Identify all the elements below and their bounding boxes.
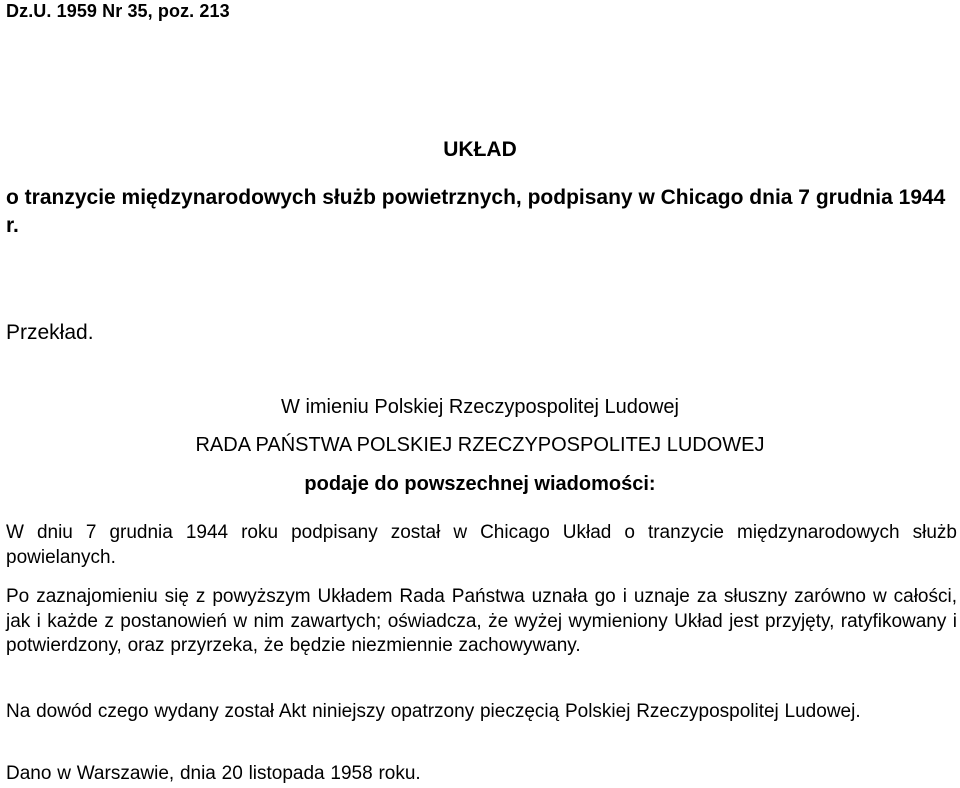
paragraph-ratification: Po zaznajomieniu się z powyższym Układem Rada Państwa uznała go i uznaje za słuszny zarówno w całości, jak i każde z postanowień w nim zawartych; oświadcza, że wyżej wymieniony Układ jest przyjęty, ratyfikowany i potwierdzony, oraz przyrzeka, że będzie niezmiennie zachowywany. — [6, 586, 957, 656]
document-subtitle: o tranzycie międzynarodowych służb powietrznych, podpisany w Chicago dnia 7 grudnia 1944 r. — [6, 186, 946, 237]
translation-label: Przekład. — [6, 321, 94, 344]
document-title: UKŁAD — [443, 138, 517, 161]
paragraph-date-place: Dano w Warszawie, dnia 20 listopada 1958 roku. — [6, 763, 421, 784]
paragraph-signing: W dniu 7 grudnia 1944 roku podpisany został w Chicago Układ o tranzycie międzynarodowych służb powielanych. — [6, 522, 957, 568]
preamble-line-3: podaje do powszechnej wiadomości: — [304, 473, 656, 495]
preamble-line-2: RADA PAŃSTWA POLSKIEJ RZECZYPOSPOLITEJ LUDOWEJ — [195, 434, 765, 456]
preamble-line-1: W imieniu Polskiej Rzeczypospolitej Ludowej — [281, 396, 679, 418]
document-source-header: Dz.U. 1959 Nr 35, poz. 213 — [6, 1, 230, 21]
paragraph-seal: Na dowód czego wydany został Akt niniejszy opatrzony pieczęcią Polskiej Rzeczypospolitej Ludowej. — [6, 701, 861, 722]
